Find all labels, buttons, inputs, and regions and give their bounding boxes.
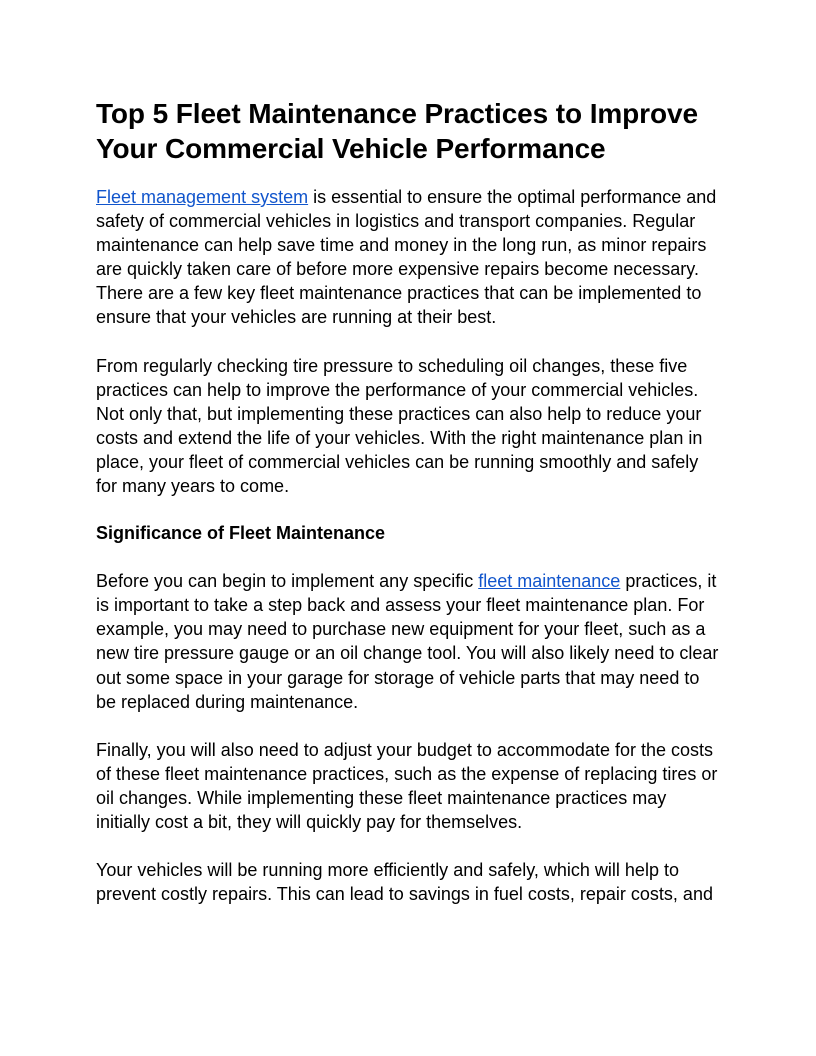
page-title: Top 5 Fleet Maintenance Practices to Improve Your Commercial Vehicle Performance (96, 98, 698, 164)
assessment-paragraph (96, 569, 720, 714)
section-heading: Significance of Fleet Maintenance (96, 523, 386, 544)
assessment-paragraph-lead: Before you can begin to implement any specific (96, 571, 479, 592)
document-page (96, 96, 720, 906)
fleet-management-system-link[interactable]: Fleet management system (96, 187, 309, 207)
fleet-maintenance-link[interactable]: fleet maintenance (478, 571, 621, 592)
intro-paragraph (96, 185, 720, 330)
budget-paragraph: Finally, you will also need to adjust your budget to accommodate for the costs of these fleet maintenance practices, such as the expense of replacing tires or oil changes. While implementing these fleet maintenance practices may initially cost a bit, they will quickly pay for themselves. (96, 739, 718, 832)
assessment-paragraph-text: practices, it is important to take a step back and assess your fleet maintenance plan. For example, you may need to purchase new equipment for your fleet, such as a new tire pressure gauge or an oil change tool. You will also likely need to clear out some space in your garage for storage of vehicle parts that may need to be replaced during maintenance. (96, 571, 719, 712)
savings-paragraph: Your vehicles will be running more efficiently and safely, which will help to prevent costly repairs. This can lead to savings in fuel costs, repair costs, and (96, 860, 713, 905)
intro-paragraph-text: is essential to ensure the optimal performance and safety of commercial vehicles in logistics and transport companies. Regular maintenance can help save time and money in the long run, as minor repairs are quickly taken care of before more expensive repairs become necessary. There are a few key fleet maintenance practices that can be implemented to ensure that your vehicles are running at their best. (96, 187, 717, 328)
practices-paragraph: From regularly checking tire pressure to scheduling oil changes, these five practices can help to improve the performance of your commercial vehicles. Not only that, but implementing these practices can also help to reduce your costs and extend the life of your vehicles. With the right maintenance plan in place, your fleet of commercial vehicles can be running smoothly and safely for many years to come. (96, 355, 703, 497)
